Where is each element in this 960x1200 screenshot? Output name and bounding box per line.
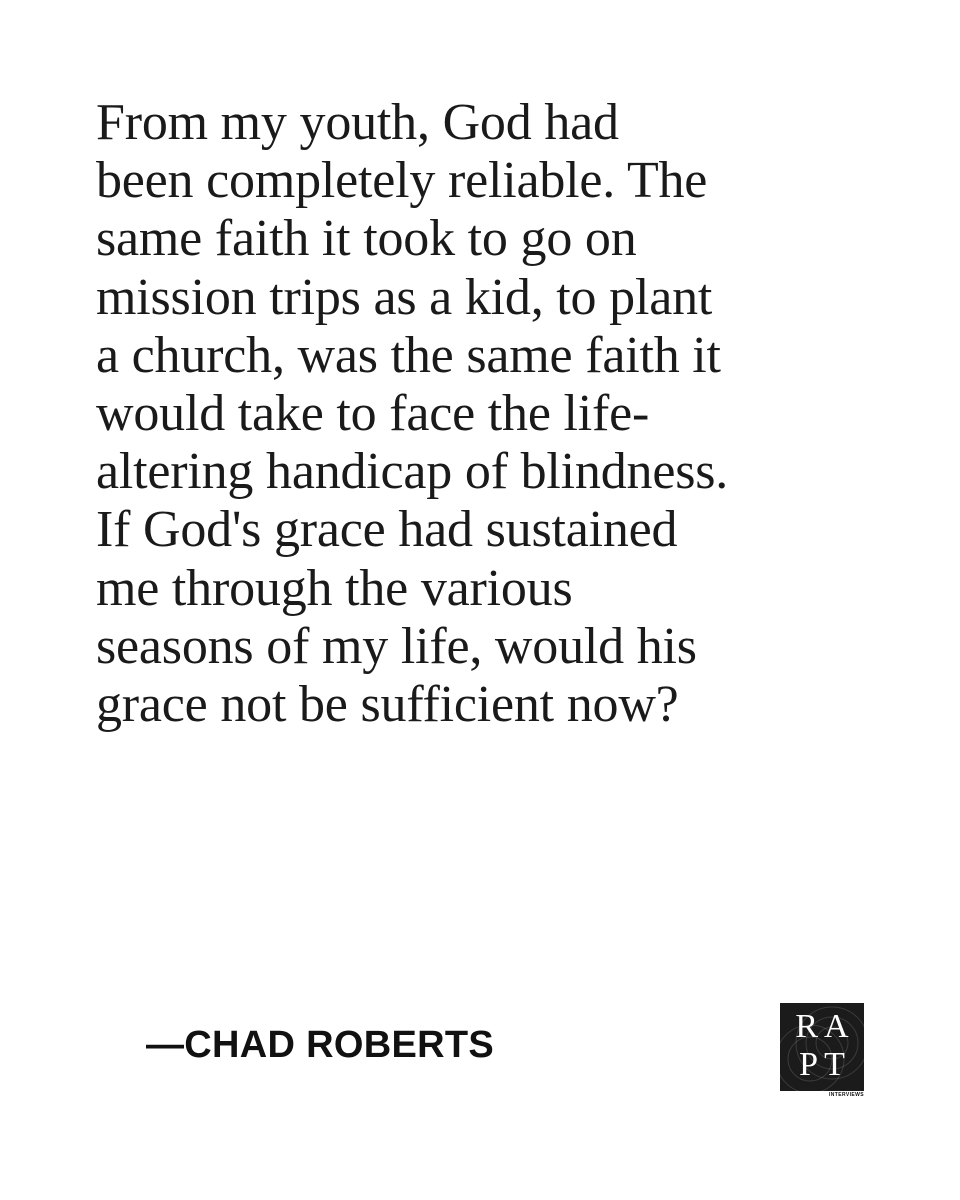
quote-line: seasons of my life, would his — [96, 617, 697, 675]
rapt-interviews-logo — [780, 1003, 864, 1098]
quote-text — [96, 94, 796, 734]
logo-letters-bottom: PT — [799, 1046, 851, 1083]
quote-line: same faith it took to go on — [96, 210, 637, 268]
logo-subtitle: INTERVIEWS — [828, 1092, 864, 1098]
quote-line: From my youth, God had — [96, 94, 619, 151]
logo-box — [780, 1003, 864, 1091]
quote-line: If God's grace had sustained — [96, 501, 678, 559]
quote-line: a church, was the same faith it — [96, 326, 721, 384]
quote-attribution: —CHAD ROBERTS — [146, 1024, 495, 1066]
quote-line: me through the various — [96, 559, 573, 617]
quote-line: been completely reliable. The — [96, 152, 708, 210]
quote-line: mission trips as a kid, to plant — [96, 268, 713, 326]
logo-letters-top: RA — [795, 1008, 855, 1045]
quote-line: would take to face the life- — [96, 385, 650, 443]
quote-line: altering handicap of blindness. — [96, 443, 729, 501]
quote-line: grace not be sufficient now? — [96, 676, 679, 734]
